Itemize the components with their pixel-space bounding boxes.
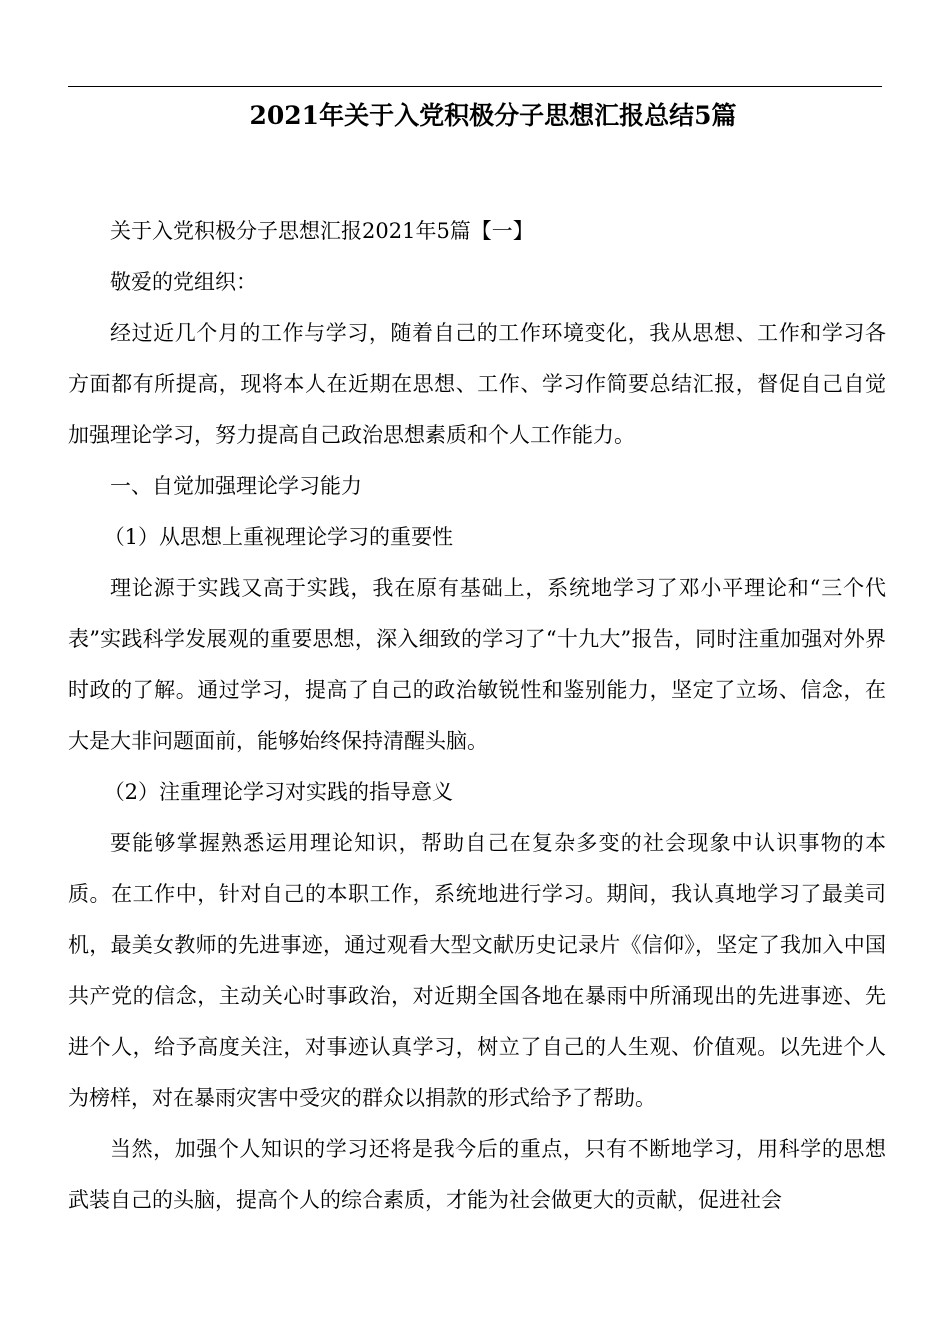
subheading-one-1: （1）从思想上重视理论学习的重要性 (103, 525, 454, 549)
subheading-one: 一、自觉加强理论学习能力 (110, 474, 362, 498)
subheading-one-2: （2）注重理论学习对实践的指导意义 (103, 780, 454, 804)
paragraph-practice: 要能够掌握熟悉运用理论知识，帮助自己在复杂多变的社会现象中认识事物的本质。在工作中，针对自己的本职工作，系统地进行学习。期间，我认真地学习了最美司机，最美女教师的先进事迹，通过观看大型文献历史记录片《信仰》，坚定了我加入中国共产党的信念，主动关心时事政治，对近期全国各地在暴雨中所涌现出的先进事迹、先进个人，给予高度关注，对事迹认真学习，树立了自己的人生观、价值观。以先进个人为榜样，对在暴雨灾害中受灾的群众以捐款的形式给予了帮助。 (68, 831, 886, 1110)
paragraph-theory: 理论源于实践又高于实践，我在原有基础上，系统地学习了邓小平理论和“三个代表”实践科学发展观的重要思想，深入细致的学习了“十九大”报告，同时注重加强对外界时政的了解。通过学习，提高了自己的政治敏锐性和鉴别能力，坚定了立场、信念，在大是大非问题面前，能够始终保持清醒头脑。 (68, 576, 886, 753)
header-rule (68, 86, 882, 87)
document-title: 2021年关于入党积极分子思想汇报总结5篇 (249, 101, 737, 130)
document-body (68, 206, 886, 1226)
paragraph-conclusion: 当然，加强个人知识的学习还将是我今后的重点，只有不断地学习，用科学的思想武装自己的头脑，提高个人的综合素质，才能为社会做更大的贡献，促进社会 (68, 1137, 886, 1212)
paragraph-intro: 经过近几个月的工作与学习，随着自己的工作环境变化，我从思想、工作和学习各方面都有所提高，现将本人在近期在思想、工作、学习作简要总结汇报，督促自己自觉加强理论学习，努力提高自己政治思想素质和个人工作能力。 (68, 321, 886, 447)
section-heading: 关于入党积极分子思想汇报2021年5篇【一】 (110, 219, 534, 243)
salutation: 敬爱的党组织： (110, 270, 257, 294)
